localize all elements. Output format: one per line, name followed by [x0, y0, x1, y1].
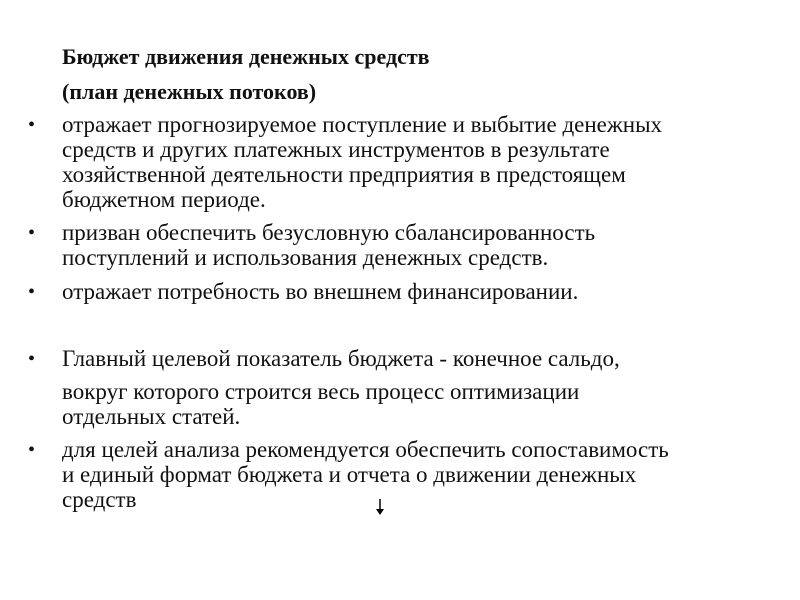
item-4-line-1: Главный целевой показатель бюджета - конечное сальдо, [62, 346, 620, 371]
item-1-line-4: бюджетном периоде. [62, 187, 266, 212]
item-2-line-1: призван обеспечить безусловную сбалансированность [62, 220, 596, 245]
item-1-line-1: отражает прогнозируемое поступление и выбытие денежных [62, 112, 663, 137]
slide-title-line-2: (план денежных потоков) [62, 79, 317, 104]
bullet-6: • [28, 439, 36, 461]
item-1-line-2: средств и других платежных инструментов в результате [62, 137, 610, 162]
item-3-line-1: отражает потребность во внешнем финансировании. [62, 279, 579, 304]
item-1-line-3: хозяйственной деятельности предприятия в предстоящем [62, 162, 626, 187]
bullet-2: • [28, 222, 36, 244]
item-6-line-1: для целей анализа рекомендуется обеспечить сопоставимость [62, 437, 669, 462]
item-2-line-2: поступлений и использования денежных средств. [62, 245, 549, 270]
item-5-line-2: отдельных статей. [62, 404, 241, 429]
bullet-3: • [28, 281, 36, 303]
item-6-line-3: средств [62, 487, 137, 512]
bullet-1: • [28, 114, 36, 136]
bullet-4: • [28, 348, 36, 370]
item-5-line-1: вокруг которого строится весь процесс оптимизации [62, 379, 580, 404]
slide-title-line-1: Бюджет движения денежных средств [62, 44, 430, 69]
item-6-line-2: и единый формат бюджета и отчета о движении денежных [62, 462, 637, 487]
down-arrow-icon [374, 498, 386, 516]
